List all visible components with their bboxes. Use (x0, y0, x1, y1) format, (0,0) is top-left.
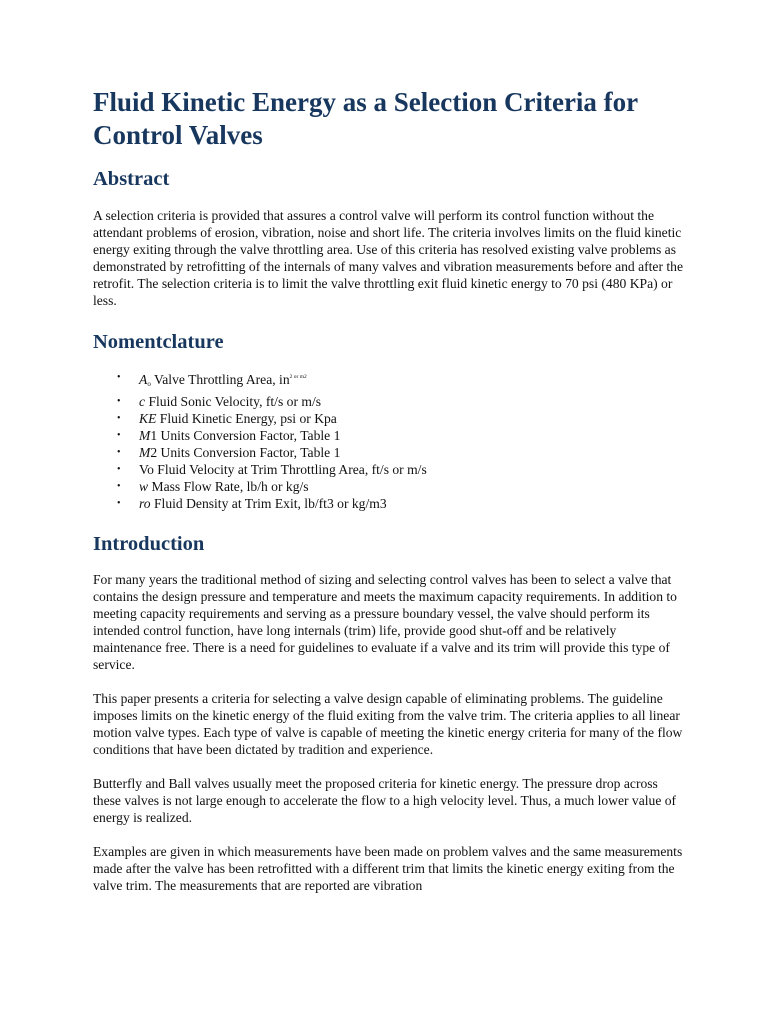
introduction-paragraph: Examples are given in which measurements have been made on problem valves and the same measurements made after the valve has been retrofitted with a different trim that limits the kinetic energy exiting from the valve trim. The measurements that are reported are vibration (93, 844, 683, 893)
nomenclature-description: Vo Fluid Velocity at Trim Throttling Area, ft/s or m/s (139, 462, 427, 477)
nomenclature-description: Mass Flow Rate, lb/h or kg/s (148, 479, 309, 494)
bullet-icon: • (117, 481, 121, 492)
nomenclature-symbol: KE (139, 411, 157, 426)
nomenclature-description: Valve Throttling Area, in (150, 372, 290, 387)
bullet-icon: • (117, 464, 121, 475)
nomenclature-description: Fluid Density at Trim Exit, lb/ft3 or kg/m3 (150, 496, 387, 511)
nomenclature-heading: Nomentclature (93, 331, 224, 353)
nomenclature-superscript: 2 or m2 (289, 374, 307, 380)
bullet-icon: • (117, 430, 121, 441)
nomenclature-item (93, 410, 683, 427)
nomenclature-item (93, 427, 683, 444)
nomenclature-symbol: w (139, 479, 149, 494)
nomenclature-item (93, 461, 683, 478)
document-title: Fluid Kinetic Energy as a Selection Criteria for Control Valves (93, 87, 638, 150)
nomenclature-subscript: o (147, 380, 151, 388)
nomenclature-description: Fluid Kinetic Energy, psi or Kpa (156, 411, 337, 426)
bullet-icon: • (117, 396, 121, 407)
nomenclature-item (93, 369, 683, 393)
nomenclature-item (93, 444, 683, 461)
nomenclature-symbol: M (139, 428, 151, 443)
bullet-icon: • (117, 372, 121, 383)
bullet-icon: • (117, 447, 121, 458)
nomenclature-symbol: c (139, 394, 146, 409)
document-page (93, 86, 683, 911)
bullet-icon: • (117, 498, 121, 509)
introduction-paragraph: For many years the traditional method of sizing and selecting control valves has been to select a valve that contains the design pressure and temperature and meets the maximum capacity requirements. In addition to meeting capacity requirements and serving as a pressure boundary vessel, the valve should perform its intended control function, have long internals (trim) life, provide good shut-off and be relatively maintenance free. There is a need for guidelines to evaluate if a valve and its trim will provide this type of service. (93, 572, 677, 672)
nomenclature-description: Fluid Sonic Velocity, ft/s or m/s (145, 394, 322, 409)
introduction-paragraph: Butterfly and Ball valves usually meet the proposed criteria for kinetic energy. The pressure drop across these valves is not large enough to accelerate the flow to a high velocity level. Thus, a much lower value of energy is realized. (93, 776, 677, 825)
nomenclature-item (93, 495, 683, 512)
abstract-paragraph: A selection criteria is provided that assures a control valve will perform its control function without the attendant problems of erosion, vibration, noise and short life. The criteria involves limits on the fluid kinetic energy exiting through the valve throttling area. Use of this criteria has resolved existing valve problems as demonstrated by retrofitting of the internals of many valves and vibration measurements before and after the retrofit. The selection criteria is to limit the valve throttling exit fluid kinetic energy to 70 psi (480 KPa) or less. (93, 208, 683, 308)
abstract-heading: Abstract (93, 168, 170, 190)
nomenclature-item (93, 393, 683, 410)
nomenclature-symbol: ro (139, 496, 151, 511)
nomenclature-description: 2 Units Conversion Factor, Table 1 (150, 445, 341, 460)
bullet-icon: • (117, 413, 121, 424)
nomenclature-symbol: M (139, 445, 151, 460)
nomenclature-item (93, 478, 683, 495)
nomenclature-list (93, 369, 683, 512)
nomenclature-description: 1 Units Conversion Factor, Table 1 (150, 428, 341, 443)
introduction-heading: Introduction (93, 533, 205, 555)
nomenclature-symbol: A (139, 372, 148, 387)
introduction-paragraph: This paper presents a criteria for selecting a valve design capable of eliminating problems. The guideline imposes limits on the kinetic energy of the fluid exiting from the valve trim. The criteria applies to all linear motion valve types. Each type of valve is capable of meeting the kinetic energy criteria for many of the flow conditions that have been dictated by tradition and experience. (93, 691, 683, 757)
